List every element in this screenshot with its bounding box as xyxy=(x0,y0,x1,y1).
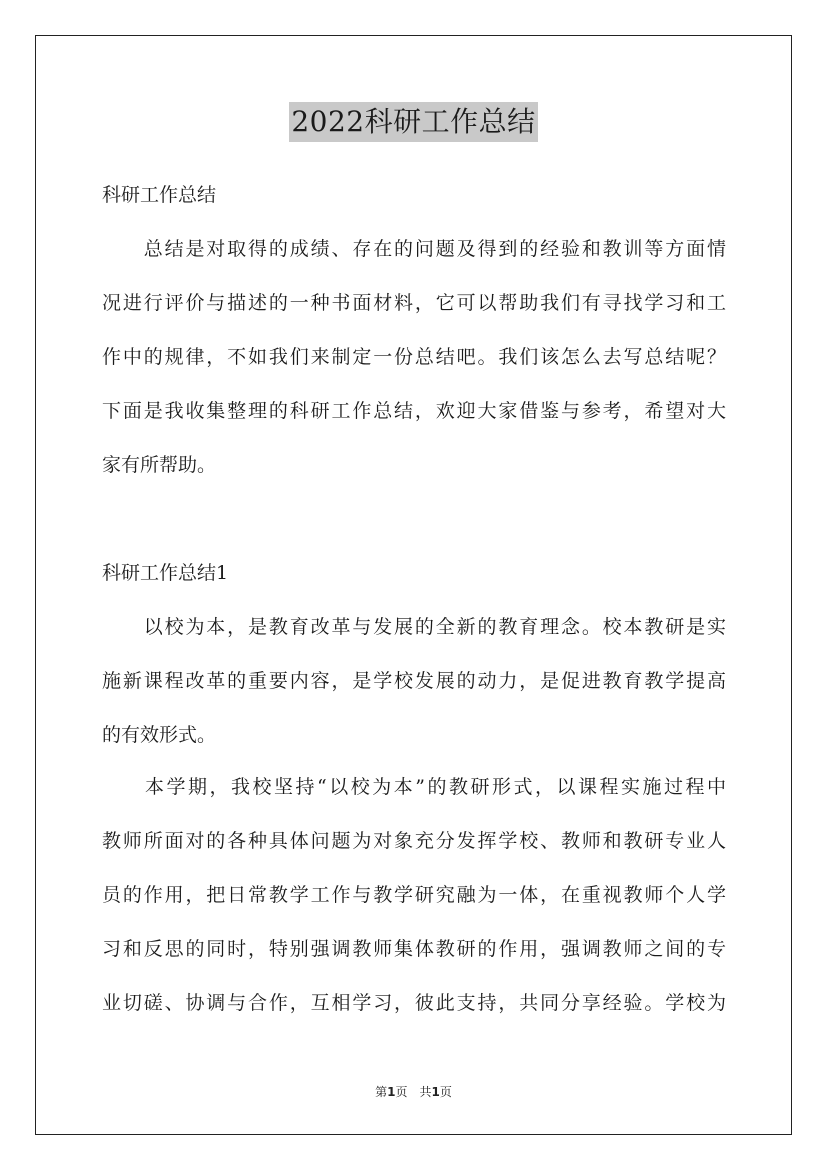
page-total: 1 xyxy=(431,1085,440,1099)
page-current: 1 xyxy=(387,1085,396,1099)
paragraph-line: 业切磋、协调与合作，互相学习，彼此支持，共同分享经验。学校为 xyxy=(102,992,726,1014)
page-mid: 页 共 xyxy=(395,1085,432,1099)
document-title xyxy=(0,101,827,142)
paragraph-line: 习和反思的同时，特别强调教师集体教研的作用，强调教师之间的专 xyxy=(102,938,726,960)
paragraph-line: 本学期，我校坚持“以校为本”的教研形式，以课程实施过程中 xyxy=(102,776,726,798)
document-heading: 科研工作总结 xyxy=(102,184,217,206)
paragraph-line: 员的作用，把日常教学工作与教学研究融为一体，在重视教师个人学 xyxy=(102,884,726,906)
paragraph-line: 教师所面对的各种具体问题为对象充分发挥学校、教师和教研专业人 xyxy=(102,830,726,852)
paragraph-line: 作中的规律，不如我们来制定一份总结吧。我们该怎么去写总结呢？ xyxy=(102,346,726,368)
section-heading: 科研工作总结1 xyxy=(102,562,229,584)
paragraph-line: 以校为本，是教育改革与发展的全新的教育理念。校本教研是实 xyxy=(102,616,726,638)
page-number-footer xyxy=(0,1083,827,1100)
page-suffix: 页 xyxy=(439,1085,452,1099)
paragraph-line: 下面是我收集整理的科研工作总结，欢迎大家借鉴与参考，希望对大 xyxy=(102,400,726,422)
page-prefix: 第 xyxy=(375,1085,388,1099)
paragraph-line: 总结是对取得的成绩、存在的问题及得到的经验和教训等方面情 xyxy=(102,238,726,260)
paragraph-line: 的有效形式。 xyxy=(102,724,217,746)
paragraph-line: 家有所帮助。 xyxy=(102,454,217,476)
intro-paragraph xyxy=(102,233,726,503)
section-paragraph-2 xyxy=(102,771,726,1041)
document-title-text: 2022科研工作总结 xyxy=(289,102,537,142)
section-paragraph-1 xyxy=(102,611,726,773)
paragraph-line: 况进行评价与描述的一种书面材料，它可以帮助我们有寻找学习和工 xyxy=(102,292,726,314)
paragraph-line: 施新课程改革的重要内容，是学校发展的动力，是促进教育教学提高 xyxy=(102,670,726,692)
